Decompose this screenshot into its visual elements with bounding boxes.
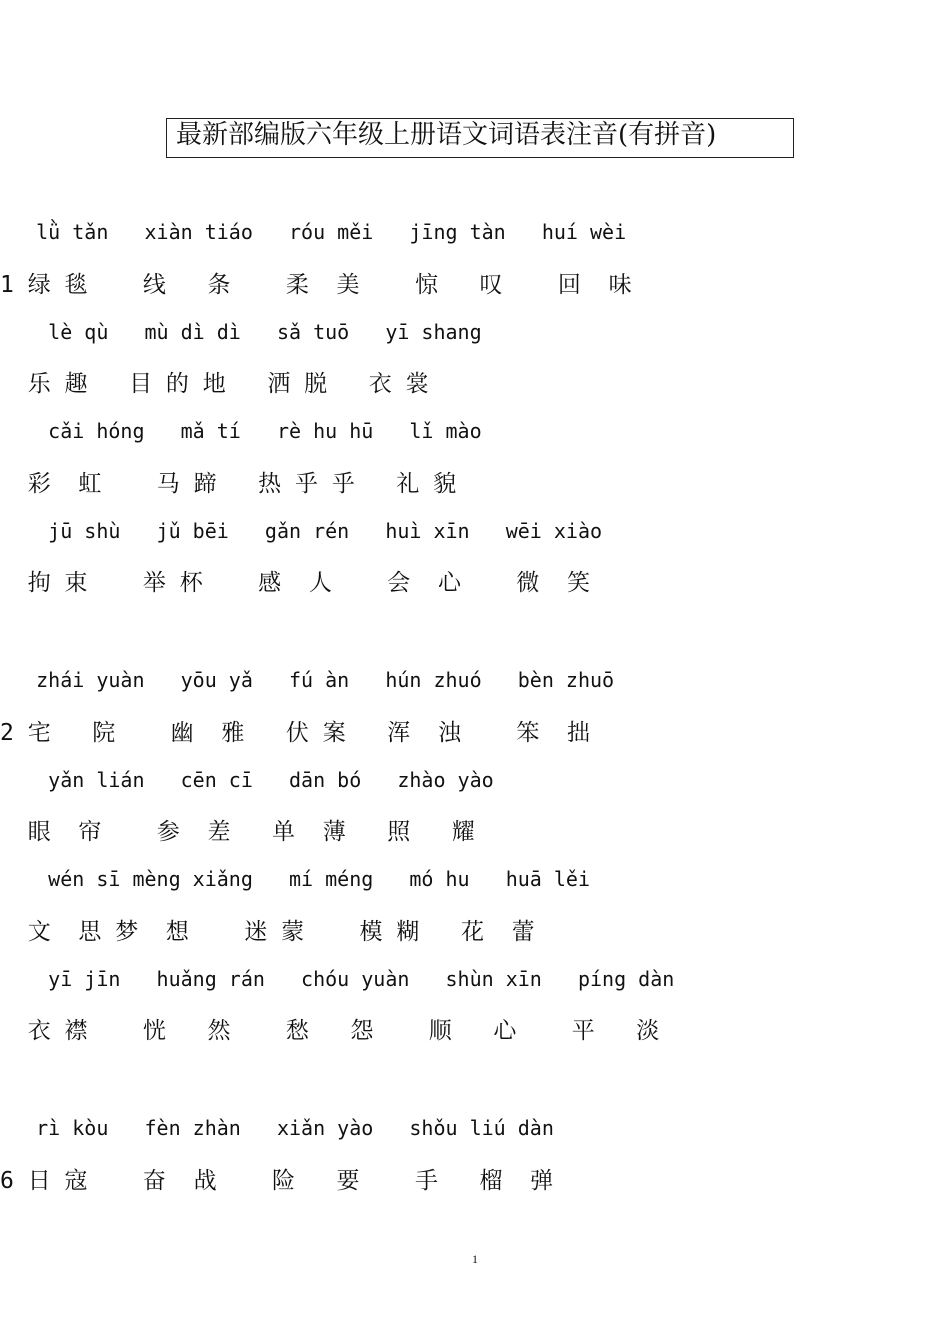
pinyin-line: rì kòu fèn zhàn xiǎn yào shǒu liú dàn [0,1116,554,1140]
pinyin-line: lè qù mù dì dì sǎ tuō yī shang [0,320,482,344]
hanzi-line: 衣 襟 恍 然 愁 怨 顺 心 平 淡 [0,1018,660,1044]
pinyin-line: lǜ tǎn xiàn tiáo róu měi jīng tàn huí wèi [0,220,627,244]
hanzi-line: 1 绿 毯 线 条 柔 美 惊 叹 回 味 [0,272,632,298]
pinyin-line: cǎi hóng mǎ tí rè hu hū lǐ mào [0,419,482,443]
hanzi-line: 6 日 寇 奋 战 险 要 手 榴 弹 [0,1168,554,1194]
hanzi-line: 眼 帘 参 差 单 薄 照 耀 [0,819,475,845]
hanzi-line: 2 宅 院 幽 雅 伏 案 浑 浊 笨 拙 [0,720,591,746]
hanzi-line: 彩 虹 马 蹄 热 乎 乎 礼 貌 [0,471,457,497]
pinyin-line: yī jīn huǎng rán chóu yuàn shùn xīn píng dàn [0,967,675,991]
hanzi-line: 文 思 梦 想 迷 蒙 模 糊 花 蕾 [0,919,535,945]
pinyin-line: zhái yuàn yōu yǎ fú àn hún zhuó bèn zhuō [0,668,615,692]
pinyin-line: wén sī mèng xiǎng mí méng mó hu huā lěi [0,867,591,891]
page-number: 1 [472,1252,478,1266]
hanzi-line: 拘 束 举 杯 感 人 会 心 微 笑 [0,570,591,596]
pinyin-line: yǎn lián cēn cī dān bó zhào yào [0,768,494,792]
pinyin-line: jū shù jǔ bēi gǎn rén huì xīn wēi xiào [0,519,603,543]
page-title: 最新部编版六年级上册语文词语表注音(有拼音) [176,120,717,150]
hanzi-line: 乐 趣 目 的 地 洒 脱 衣 裳 [0,371,429,397]
